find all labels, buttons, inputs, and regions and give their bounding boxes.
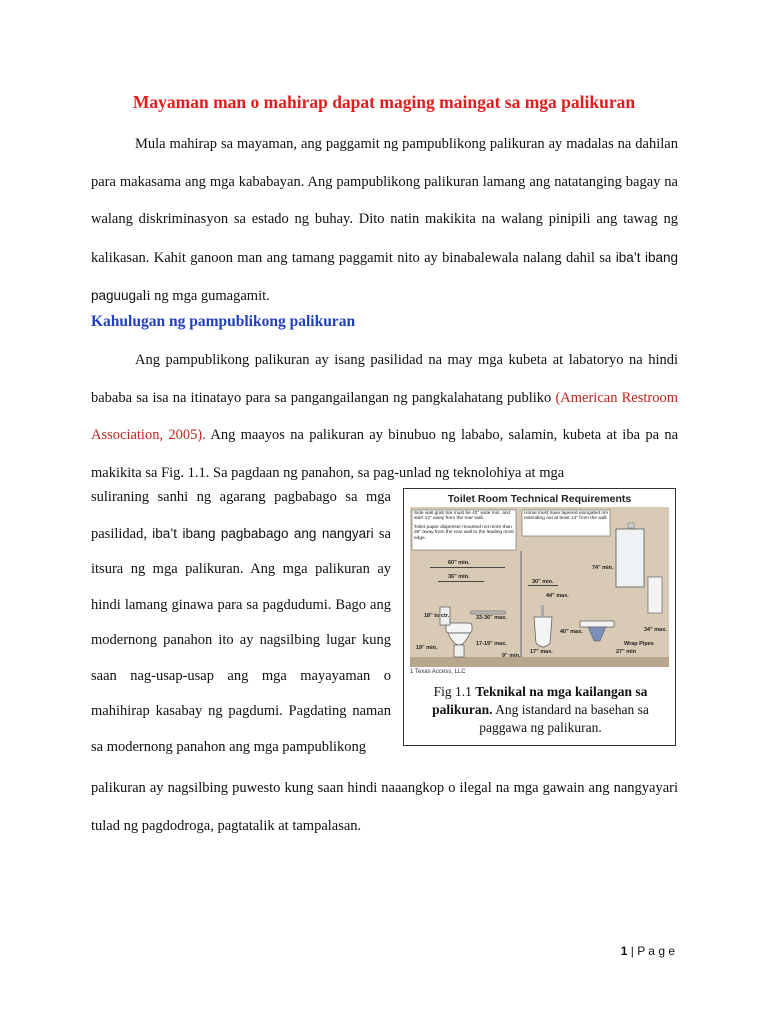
body-text-a: Ang pampublikong palikuran ay isang pasilidad na may mga kubeta at labatoryo na hindi bababa sa isa na itinatayo para sa pangangailangan ng pangkalahatang publiko xyxy=(91,352,678,406)
body-paragraph xyxy=(91,342,678,492)
wrap-text-b: sa itsura ng mga palikuran. Ang mga palikuran ay hindi lamang ginawa para sa pagdudumi. Bago ang modernong panahon ito ay nagsilbing lugar kung saan nag-usap-usap ang mga mayayaman o mahihirap kasabay ng pagdumi. Pagdating naman sa modernong panahon ang mga pampublikong xyxy=(91,525,391,755)
wrap-text-a: suliraning sanhi ng agarang pagbabago sa mga pasilidad, xyxy=(91,489,391,542)
intro-paragraph xyxy=(91,126,678,316)
figure-caption xyxy=(408,683,673,737)
dim-label: 17-19" max. xyxy=(476,641,507,647)
page-number: 1 xyxy=(620,944,628,958)
figure-note-1: Side wall grab bar must be 42" wide min. and start 12" away from the rear wall. xyxy=(414,511,511,522)
figure-header: Toilet Room Technical Requirements xyxy=(447,493,632,505)
page-label: P a g e xyxy=(637,944,675,958)
caption-bold: Teknikal na mga kailangan sa palikuran. xyxy=(432,684,648,717)
mirror-icon xyxy=(616,523,644,587)
caption-prefix: Fig 1.1 xyxy=(433,684,476,699)
dim-label: 74" min. xyxy=(592,565,614,571)
figure-1-1 xyxy=(403,488,676,746)
closing-text: palikuran ay nagsilbing puwesto kung saan hindi naaangkop o ilegal na mga gawain ang nangyayari tulad ng pagdodroga, pagtatalik at tampalasan. xyxy=(91,780,678,834)
dim-label: 9" min. xyxy=(502,653,521,659)
intro-text-b: ali ng mga gumagamit. xyxy=(136,288,270,304)
dim-label: Wrap Pipes xyxy=(624,641,654,647)
dim-label: 33-36" max. xyxy=(476,615,507,621)
wrapped-text-column xyxy=(91,480,391,765)
dim-label: 44" max. xyxy=(546,593,569,599)
dim-label: 34" max. xyxy=(644,627,667,633)
intro-text-a: Mula mahirap sa mayaman, ang paggamit ng pampublikong palikuran ay madalas na dahilan para makasama ang mga kababayan. Ang pampublikong palikuran lamang ang natatanging bagay na walang diskriminasyon sa estado ng buhay. Dito natin makikita na walang pinipili ang tawag ng kalikasan. Kahit ganoon man ang tamang paggamit nito ay binabalewala nalang dahil sa xyxy=(91,136,678,266)
dim-label: 40" max. xyxy=(560,629,583,635)
section-heading: Kahulugan ng pampublikong palikuran xyxy=(91,313,356,330)
citation-text: (American Restroom Association, 2005). xyxy=(91,389,678,443)
dim-label: 60" min. xyxy=(448,560,470,566)
dim-label: 19" min. xyxy=(416,645,438,651)
page-footer xyxy=(621,944,675,958)
grab-bar-icon xyxy=(470,611,506,614)
closing-paragraph xyxy=(91,770,678,845)
caption-rest: Ang istandard na basehan sa paggawa ng palikuran. xyxy=(479,702,649,735)
document-title: Mayaman man o mahirap dapat maging maingat sa mga palikuran xyxy=(132,92,636,112)
dim-label: 18" to ctr. xyxy=(424,613,450,619)
dim-label: 30" min. xyxy=(532,579,554,585)
intro-sans-run: iba’t ibang paguug xyxy=(91,249,678,303)
figure-note-2: Toilet paper dispenser mounted not more than 36" away from the rear wall to the leading most edge. xyxy=(414,524,514,541)
page-separator: | xyxy=(627,944,638,958)
dim-label: 27" min xyxy=(616,649,637,655)
dispenser-icon xyxy=(648,577,662,613)
body-text-b: Ang maayos na palikuran ay binubuo ng lababo, salamin, kubeta at iba pa na makikita sa Fig. 1.1. Sa pagdaan ng panahon, sa pag-unlad ng teknolohiya at mga xyxy=(91,427,678,481)
dim-label: 36" min. xyxy=(448,574,470,580)
dim-label: 17" max. xyxy=(530,649,553,655)
figure-note-3: Urinal must have tapered elongated rim extending out at least 14" from the wall. xyxy=(524,511,608,522)
figure-credit: 1 Texas Access, LLC xyxy=(410,669,466,675)
toilet-diagram xyxy=(410,507,669,667)
wrap-sans-run: iba’t ibang pagbabago ang nangyari xyxy=(152,525,374,541)
